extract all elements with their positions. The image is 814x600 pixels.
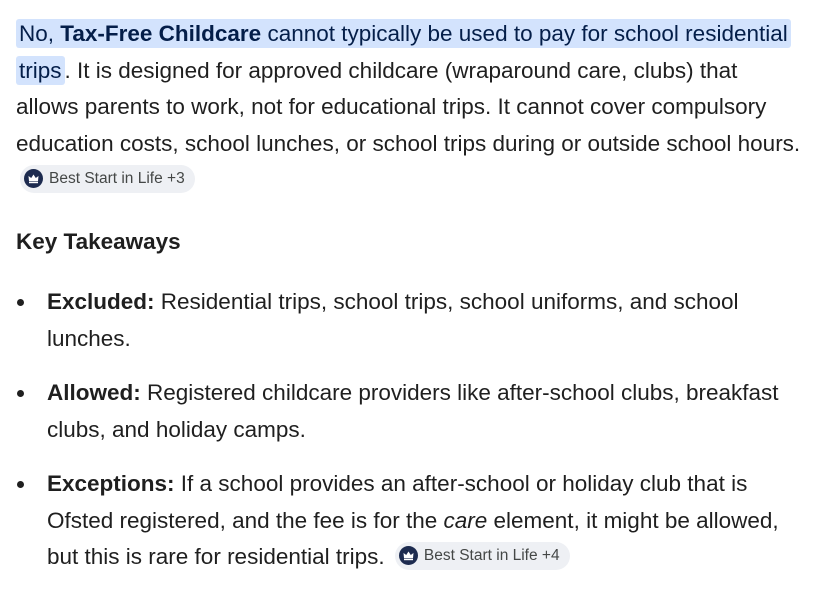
source-chip-answer[interactable] [20, 165, 195, 193]
crown-icon [24, 169, 43, 188]
crown-icon [399, 546, 418, 565]
takeaway-term: Excluded: [47, 289, 155, 314]
takeaway-text: Residential trips, school trips, school uniforms, and school lunches. [47, 289, 739, 351]
list-item [0, 375, 814, 448]
bullet-dot [17, 481, 24, 488]
answer-highlight-bold: Tax-Free Childcare [60, 21, 262, 46]
list-item [0, 466, 814, 576]
takeaway-term: Exceptions: [47, 471, 175, 496]
takeaway-emphasis: care [443, 507, 488, 533]
key-takeaways-list [0, 284, 814, 594]
takeaway-text: If a school provides an after-school or holiday club that is Ofsted registered, and the fee is for the [47, 471, 748, 533]
source-chip-label: Best Start in Life +4 [423, 546, 560, 564]
takeaway-text: Registered childcare providers like after-school clubs, breakfast clubs, and holiday camps. [47, 380, 779, 442]
source-chip-exceptions[interactable] [395, 542, 570, 570]
source-chip-label: Best Start in Life +3 [49, 169, 185, 187]
key-takeaways-heading: Key Takeaways [16, 229, 181, 254]
answer-highlight-prefix: No, [19, 21, 61, 46]
bullet-dot [17, 299, 24, 306]
bullet-dot [17, 390, 24, 397]
answer-body-text: . It is designed for approved childcare (wraparound care, clubs) that allows parents to work, not for educational trips. It cannot cover compulsory education costs, school lunches, or school trips during or outside school hours. [16, 57, 801, 156]
answer-highlight-suffix: cannot typically be used to pay for school residential trips [19, 21, 788, 83]
takeaway-text-after: element, it might be allowed, but this is rare for residential trips. [47, 507, 779, 569]
list-item [0, 284, 814, 357]
answer-paragraph [16, 16, 806, 199]
takeaway-term: Allowed: [47, 380, 141, 405]
